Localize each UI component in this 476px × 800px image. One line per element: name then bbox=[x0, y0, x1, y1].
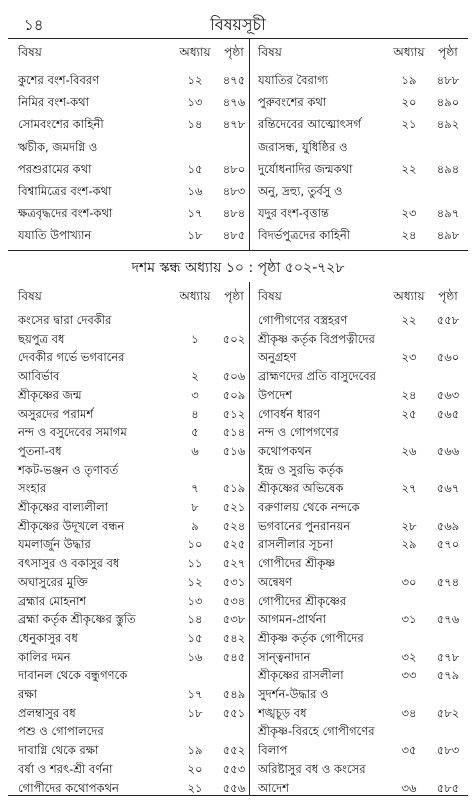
entry-chapter: ৩৬ bbox=[401, 780, 417, 795]
entry-subject: পুরুবংশের কথা bbox=[258, 95, 327, 110]
entry-page: ৫৮২ bbox=[436, 705, 460, 720]
entry-chapter: ১৫ bbox=[187, 161, 203, 176]
entry-subject: পশু ও গোপালদের bbox=[18, 724, 104, 739]
entry-chapter: ২৮ bbox=[401, 518, 417, 533]
entry-subject: সুদর্শন-উদ্ধার ও bbox=[258, 687, 329, 701]
entry-subject: গোপীদের কথোপকথন bbox=[18, 780, 119, 795]
header-subject: বিষয় bbox=[258, 289, 282, 303]
entry-subject: ইন্দ্র ও সুরভি কর্তৃক bbox=[258, 462, 344, 477]
entry-subject: যযাতি উপাখ্যান bbox=[18, 228, 92, 243]
entry-page: ৫৭৯ bbox=[436, 668, 460, 683]
entry-page: ৫৫২ bbox=[222, 743, 246, 758]
entry-subject: অসুরদের পরামর্শ bbox=[18, 406, 94, 421]
entry-page: ৫০৯ bbox=[222, 387, 246, 402]
entry-chapter: ২০ bbox=[401, 95, 417, 110]
entry-subject: শ্রীকৃষ্ণের রাসলীলা bbox=[258, 668, 344, 683]
entry-chapter: ৬ bbox=[191, 443, 199, 458]
entry-page: ৫৫৬ bbox=[222, 780, 246, 795]
entry-page: ৫৫১ bbox=[222, 705, 246, 720]
entry-page: ৫৩৮ bbox=[222, 612, 246, 627]
entry-page: ৫৪২ bbox=[222, 630, 246, 645]
entry-page: ৪৯৪ bbox=[436, 161, 460, 176]
entry-chapter: ২৪ bbox=[401, 228, 417, 243]
entry-page: ৫৬০ bbox=[436, 350, 460, 365]
entry-page: ৫১৪ bbox=[222, 425, 246, 440]
header-chapter: অধ্যায় bbox=[179, 45, 211, 59]
entry-chapter: ২২ bbox=[401, 161, 417, 176]
entry-subject: পুতনা-বধ bbox=[18, 443, 62, 458]
entry-subject: বর্ষা ও শরৎ-শ্রী বর্ণনা bbox=[18, 761, 113, 776]
entry-chapter: ৩৫ bbox=[401, 743, 417, 758]
entry-chapter: ২৫ bbox=[401, 406, 417, 421]
entry-page: ৪৯০ bbox=[436, 95, 460, 110]
entry-chapter: ২১ bbox=[401, 117, 417, 132]
entry-subject: গোপীগণের বস্ত্রহরণ bbox=[258, 313, 348, 327]
entry-subject: সোমবংশের কাহিনী bbox=[18, 117, 104, 132]
entry-subject: ব্রাহ্মণদের প্রতি বাসুদেবের bbox=[258, 369, 376, 384]
entry-page: ৫৩১ bbox=[222, 574, 246, 589]
page-number: ১৪ bbox=[24, 16, 44, 34]
entry-chapter: ৭ bbox=[191, 481, 199, 496]
entry-chapter: ২৭ bbox=[401, 481, 417, 496]
entry-chapter: ২৬ bbox=[401, 443, 417, 458]
entry-page: ৫০৬ bbox=[222, 369, 246, 384]
entry-chapter: ১৭ bbox=[187, 687, 203, 701]
entry-page: ৫৮৩ bbox=[436, 743, 460, 758]
entry-page: ৫৬৩ bbox=[436, 387, 460, 402]
entry-subject: পরশুরামের কথা bbox=[18, 161, 92, 176]
entry-page: ৫৬৭ bbox=[436, 481, 460, 496]
entry-subject: অন্বেষণ bbox=[258, 574, 292, 589]
entry-chapter: ৮ bbox=[191, 500, 199, 514]
entry-chapter: ২২ bbox=[401, 313, 417, 327]
entry-chapter: ২৩ bbox=[401, 350, 417, 365]
entry-subject: শকট-ভঞ্জন ও তৃণাবর্ত bbox=[18, 462, 119, 477]
entry-subject: কুশের বংশ-বিবরণ bbox=[18, 73, 100, 87]
entry-chapter: ১৬ bbox=[187, 649, 203, 664]
entry-chapter: ১৪ bbox=[187, 612, 203, 627]
entry-subject: আদেশ bbox=[258, 780, 289, 795]
entry-subject: জরাসন্ধ, যুধিষ্ঠির ও bbox=[258, 139, 348, 154]
entry-chapter: ১০ bbox=[187, 537, 203, 552]
entry-subject: উপদেশ bbox=[258, 387, 293, 402]
entry-page: ৪৮৪ bbox=[222, 206, 246, 221]
entry-page: ৫৬৬ bbox=[436, 443, 460, 458]
entry-subject: বরুণালয় থেকে নন্দকে bbox=[258, 500, 360, 514]
entry-chapter: ১১ bbox=[187, 556, 203, 571]
entry-chapter: ৪ bbox=[191, 406, 199, 421]
entry-subject: ব্রহ্মা কর্তৃক শ্রীকৃষ্ণের স্তুতি bbox=[18, 612, 136, 627]
header-page: পৃষ্ঠা bbox=[224, 289, 244, 303]
entry-page: ৫১২ bbox=[222, 406, 246, 421]
entry-subject: নন্দ ও বসুদেবের সমাগম bbox=[18, 425, 127, 440]
entry-subject: বিলাপ bbox=[258, 743, 288, 758]
entry-subject: সংহার bbox=[18, 481, 47, 496]
entry-subject: যদুর বংশ-বৃত্তান্ত bbox=[258, 206, 329, 221]
entry-subject: শ্রীকৃষ্ণের উদূখলে বন্ধন bbox=[18, 518, 125, 533]
entry-subject: অনুগ্রহণ bbox=[258, 350, 297, 365]
entry-subject: যমলার্জুন উদ্ধার bbox=[18, 537, 91, 552]
entry-subject: ঋচীক, জমদগ্নি ও bbox=[18, 139, 98, 154]
entry-page: ৪৭৬ bbox=[222, 95, 246, 110]
entry-chapter: ১৭ bbox=[187, 206, 203, 221]
entry-page: ৪৭৫ bbox=[222, 73, 246, 87]
entry-subject: ব্রহ্মার মোহনাশ bbox=[18, 593, 87, 608]
entry-subject: শ্রীকৃষ্ণের বাল্যলীলা bbox=[18, 500, 109, 514]
section-title: দশম স্কন্ধ অধ্যায় ১০ : পৃষ্ঠা ৫০২-৭২৮ bbox=[131, 260, 345, 276]
entry-chapter: ৫ bbox=[191, 425, 199, 440]
entry-page: ৫২৪ bbox=[222, 518, 246, 533]
entry-page: ৫৬৯ bbox=[436, 518, 460, 533]
entry-subject: রক্ষা bbox=[18, 687, 37, 701]
entry-page: ৫৪৫ bbox=[222, 649, 246, 664]
page-title: বিষয়সূচী bbox=[210, 15, 266, 34]
entry-subject: দেবকীর গর্ভে ভগবানের bbox=[18, 350, 125, 365]
header-subject: বিষয় bbox=[18, 289, 42, 303]
entry-page: ৪৮৩ bbox=[222, 184, 246, 198]
entry-chapter: ১৪ bbox=[187, 117, 203, 132]
entry-subject: বিদর্ভপুত্রদের কাহিনী bbox=[258, 228, 351, 243]
entry-chapter: ৩২ bbox=[401, 649, 417, 664]
section-rule bbox=[8, 250, 468, 251]
entry-page: ৫৩৪ bbox=[222, 593, 246, 608]
entry-page: ৪৯৭ bbox=[436, 206, 460, 221]
entry-subject: কালির দমন bbox=[18, 649, 71, 664]
entry-subject: ধেনুকাসুর বধ bbox=[18, 630, 78, 645]
entry-subject: অরিষ্টাসুর বধ ও কংসের bbox=[258, 761, 366, 776]
entry-chapter: ৩৩ bbox=[401, 668, 417, 683]
entry-chapter: ৩ bbox=[191, 387, 199, 402]
entry-chapter: ১৮ bbox=[187, 228, 203, 243]
entry-chapter: ১৬ bbox=[187, 184, 203, 198]
entry-page: ৫৭৪ bbox=[436, 574, 460, 589]
entry-subject: প্রলম্বাসুর বধ bbox=[18, 705, 76, 720]
bottom-rule bbox=[8, 795, 468, 796]
header-chapter: অধ্যায় bbox=[393, 45, 425, 59]
entry-page: ৪৮০ bbox=[222, 161, 246, 176]
entry-page: ৫২১ bbox=[222, 500, 246, 514]
entry-chapter: ৩০ bbox=[401, 574, 417, 589]
header-subject: বিষয় bbox=[258, 45, 282, 59]
entry-page: ৫৫৩ bbox=[222, 761, 246, 776]
entry-chapter: ১৮ bbox=[187, 705, 203, 720]
header-chapter: অধ্যায় bbox=[393, 289, 425, 303]
entry-chapter: ৯ bbox=[191, 518, 199, 533]
entry-subject: কথোপকথন bbox=[258, 443, 312, 458]
entry-chapter: ২৩ bbox=[401, 206, 417, 221]
entry-subject: বৎসাসুর ও বকাসুর বধ bbox=[18, 556, 120, 571]
entry-subject: অনু, দ্রহ্যু, তুর্বসু ও bbox=[258, 184, 343, 198]
entry-chapter: ২৯ bbox=[401, 537, 417, 552]
entry-subject: শ্রীকৃষ্ণের জন্ম bbox=[18, 387, 82, 402]
entry-subject: রাসলীলার সূচনা bbox=[258, 537, 334, 552]
entry-chapter: ১৩ bbox=[187, 593, 203, 608]
entry-chapter: ১ bbox=[191, 331, 199, 346]
entry-page: ৪৮৮ bbox=[436, 73, 460, 87]
entry-subject: নন্দ ও গোপগণের bbox=[258, 425, 339, 440]
entry-subject: নিমির বংশ-কথা bbox=[18, 95, 89, 110]
entry-page: ৫৬৫ bbox=[436, 406, 460, 421]
entry-chapter: ২০ bbox=[187, 761, 203, 776]
entry-subject: যযাতির বৈরাগ্য bbox=[258, 73, 329, 87]
entry-page: ৪৯৮ bbox=[436, 228, 460, 243]
header-page: পৃষ্ঠা bbox=[224, 45, 244, 59]
entry-subject: কংসের দ্বারা দেবকীর bbox=[18, 313, 112, 327]
entry-subject: দাবানল থেকে বন্ধুগণকে bbox=[18, 668, 128, 683]
entry-page: ৪৮৫ bbox=[222, 228, 246, 243]
header-page: পৃষ্ঠা bbox=[438, 289, 458, 303]
entry-page: ৫২৭ bbox=[222, 556, 246, 571]
entry-subject: ক্ষত্রবৃদ্ধদের বংশ-কথা bbox=[18, 206, 113, 221]
entry-subject: অঘাসুরের মুক্তি bbox=[18, 574, 88, 589]
entry-chapter: ৩১ bbox=[401, 612, 417, 627]
entry-subject: গোপীদের শ্রীকৃষ্ণ bbox=[258, 556, 336, 571]
entry-chapter: ১৫ bbox=[187, 630, 203, 645]
entry-chapter: ১৯ bbox=[187, 743, 203, 758]
table-section-1 bbox=[8, 38, 468, 250]
entry-chapter: ১৯ bbox=[401, 73, 417, 87]
entry-page: ৫২৫ bbox=[222, 537, 246, 552]
entry-page: ৫৮৫ bbox=[436, 780, 460, 795]
entry-subject: শ্রীকৃষ্ণ কর্তৃক গোপীদের bbox=[258, 630, 364, 645]
entry-chapter: ১৩ bbox=[187, 95, 203, 110]
entry-subject: শ্রীকৃষ্ণের অভিষেক bbox=[258, 481, 344, 496]
entry-subject: শঙ্খচূড় বধ bbox=[258, 705, 307, 720]
entry-chapter: ১২ bbox=[187, 73, 203, 87]
entry-subject: দুর্যোধনাদির জন্মকথা bbox=[258, 161, 353, 176]
entry-subject: বিশ্বামিত্রের বংশ-কথা bbox=[18, 184, 112, 198]
entry-page: ৫৭৬ bbox=[436, 612, 460, 627]
entry-chapter: ৩৪ bbox=[401, 705, 417, 720]
entry-page: ৫৪৯ bbox=[222, 687, 246, 701]
entry-page: ৫৫৮ bbox=[436, 313, 460, 327]
entry-subject: ভগবানের পুনরানয়ন bbox=[258, 518, 351, 533]
entry-page: ৫৭০ bbox=[436, 537, 460, 552]
entry-subject: শ্রীকৃষ্ণ কর্তৃক বিপ্রপত্নীদের bbox=[258, 331, 375, 346]
entry-subject: আগমন-প্রার্থনা bbox=[258, 612, 326, 627]
table-section-2 bbox=[8, 282, 468, 796]
entry-chapter: ২৪ bbox=[401, 387, 417, 402]
header-page: পৃষ্ঠা bbox=[438, 45, 458, 59]
entry-page: ৪৯২ bbox=[436, 117, 460, 132]
entry-subject: দাবাগ্নি থেকে রক্ষা bbox=[18, 743, 99, 758]
entry-subject: আবির্ভাব bbox=[18, 369, 60, 384]
entry-subject: গোপীদের শ্রীকৃষ্ণের bbox=[258, 593, 347, 608]
entry-subject: শ্রীকৃষ্ণ-বিরহে গোপীগণের bbox=[258, 724, 375, 739]
entry-subject: ছয়পুত্র বধ bbox=[18, 331, 65, 346]
entry-page: ৫৭৮ bbox=[436, 649, 460, 664]
entry-subject: সান্ত্বনাদান bbox=[258, 649, 311, 664]
entry-chapter: ২১ bbox=[187, 780, 203, 795]
header-chapter: অধ্যায় bbox=[179, 289, 211, 303]
entry-page: ৪৭৮ bbox=[222, 117, 246, 132]
entry-page: ৫০২ bbox=[222, 331, 246, 346]
entry-subject: রন্তিদেবের আত্মোৎসর্গ bbox=[258, 117, 361, 132]
entry-chapter: ১২ bbox=[187, 574, 203, 589]
entry-subject: গোবর্ধন ধারণ bbox=[258, 406, 320, 421]
entry-page: ৫১৯ bbox=[222, 481, 246, 496]
entry-page: ৫১৬ bbox=[222, 443, 246, 458]
header-subject: বিষয় bbox=[18, 45, 42, 59]
entry-chapter: ২ bbox=[191, 369, 199, 384]
